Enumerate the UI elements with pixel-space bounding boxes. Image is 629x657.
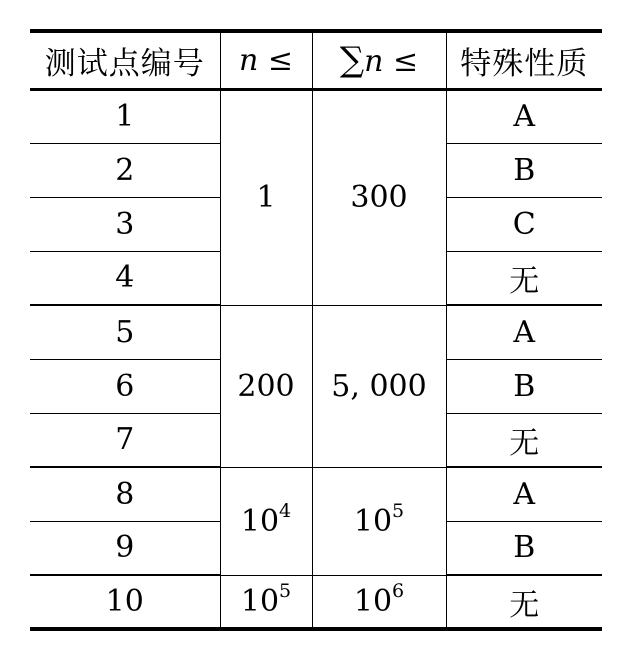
sum-limit-base: 10 xyxy=(353,583,393,619)
table-row xyxy=(30,89,602,143)
sum-limit-exp: 5 xyxy=(392,499,405,522)
test-id-cell: 2 xyxy=(30,143,220,197)
header-special-property xyxy=(446,31,602,89)
property-cell: B xyxy=(446,359,602,413)
header-sum-var: n xyxy=(364,44,384,80)
sum-limit-base: 10 xyxy=(353,503,393,539)
header-n-op: ≤ xyxy=(267,42,293,78)
header-test-id xyxy=(30,31,220,89)
test-id-cell: 1 xyxy=(30,89,220,143)
test-id-cell: 7 xyxy=(30,413,220,467)
test-id-cell: 4 xyxy=(30,251,220,305)
n-limit-exp: 4 xyxy=(279,499,292,522)
test-id-cell: 9 xyxy=(30,521,220,575)
n-limit-cell xyxy=(220,467,312,575)
header-sum-limit xyxy=(312,31,446,89)
property-cell: B xyxy=(446,521,602,575)
header-test-id-label: 测试点编号 xyxy=(44,45,205,82)
property-cell: 无 xyxy=(446,251,602,305)
header-n-var: n xyxy=(238,42,259,78)
property-cell: 无 xyxy=(446,413,602,467)
property-cell: A xyxy=(446,467,602,521)
test-id-cell: 3 xyxy=(30,197,220,251)
test-id-cell: 5 xyxy=(30,305,220,359)
n-limit-cell xyxy=(220,575,312,629)
property-cell: B xyxy=(446,143,602,197)
header-n-limit xyxy=(220,31,312,89)
constraints-table xyxy=(30,29,602,631)
property-cell: A xyxy=(446,305,602,359)
table-row xyxy=(30,575,602,629)
sum-limit-exp: 6 xyxy=(392,579,405,602)
property-cell: A xyxy=(446,89,602,143)
header-row xyxy=(30,31,602,89)
header-sum-op: ≤ xyxy=(393,44,419,80)
n-limit-base: 10 xyxy=(240,583,280,619)
n-limit-exp: 5 xyxy=(279,579,292,602)
test-id-cell: 10 xyxy=(30,575,220,629)
sum-limit-cell xyxy=(312,575,446,629)
sum-limit-cell: 300 xyxy=(312,89,446,305)
property-cell: 无 xyxy=(446,575,602,629)
header-special-property-label: 特殊性质 xyxy=(460,45,589,82)
sum-symbol: ∑ xyxy=(339,40,365,81)
sum-limit-cell xyxy=(312,467,446,575)
test-id-cell: 8 xyxy=(30,467,220,521)
n-limit-cell: 1 xyxy=(220,89,312,305)
sum-limit-cell: 5, 000 xyxy=(312,305,446,467)
test-id-cell: 6 xyxy=(30,359,220,413)
n-limit-cell: 200 xyxy=(220,305,312,467)
table-row xyxy=(30,305,602,359)
property-cell: C xyxy=(446,197,602,251)
table-row xyxy=(30,467,602,521)
n-limit-base: 10 xyxy=(240,503,280,539)
